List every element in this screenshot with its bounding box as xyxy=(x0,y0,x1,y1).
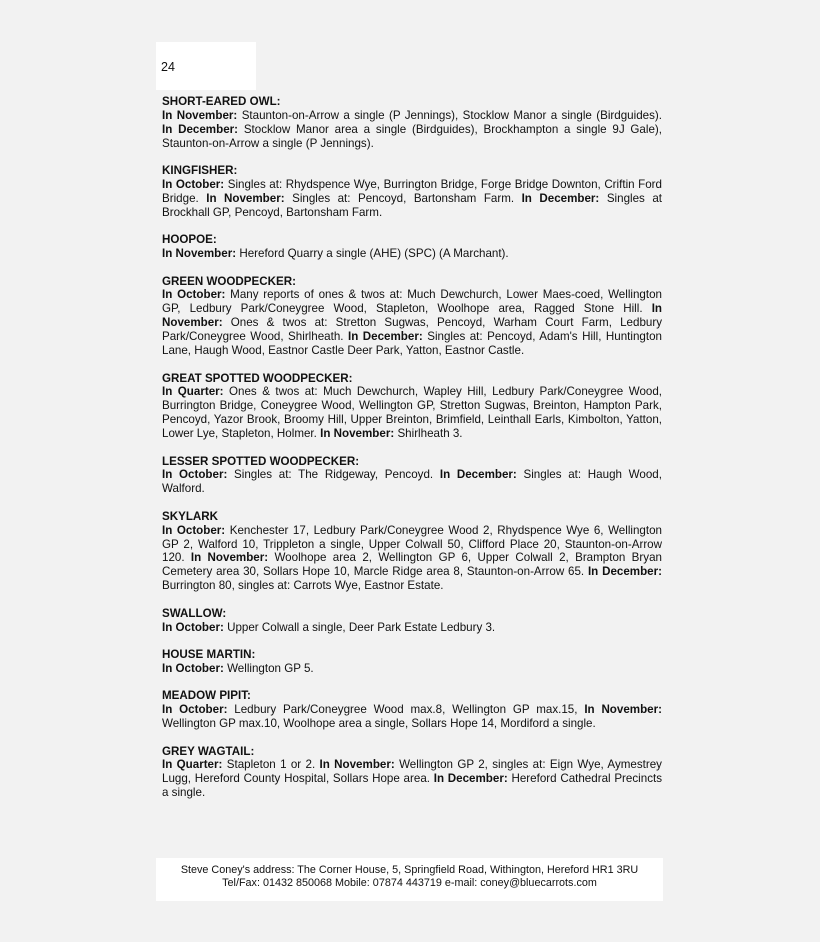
period-text: Singles at Brockhall GP, Pencoyd, Bartonsham Farm. xyxy=(162,191,662,219)
species-title: HOOPOE: xyxy=(162,233,217,247)
period-text: Wellington GP max.10, Woolhope area a single, Sollars Hope 14, Mordiford a single. xyxy=(162,717,596,731)
species-entry xyxy=(162,95,662,151)
period-label: In November: xyxy=(190,551,269,565)
period-label: In November: xyxy=(320,427,395,441)
period-label: In December: xyxy=(433,772,508,786)
species-body xyxy=(162,468,662,496)
period-label: In October: xyxy=(162,703,228,717)
period-text: Ones & twos at: Much Dewchurch, Wapley Hill, Ledbury Park/Coneygree Wood, Burrington Bridge, Coneygree Wood, Wellington GP, Stretton Sugwas, Breinton, Hampton Park, Pencoyd, Yazor Brook, Broomy Hill, Upper Breinton, Brimfield, Leinthall Earls, Kimbolton, Yatton, Lower Lye, Stapleton, Holmer. xyxy=(162,385,663,441)
period-label: In October: xyxy=(162,468,228,482)
species-entry xyxy=(162,510,662,593)
period-label: In November: xyxy=(162,302,662,330)
species-entry xyxy=(162,275,662,358)
species-title: GREEN WOODPECKER: xyxy=(162,274,296,288)
period-label: In November: xyxy=(319,758,395,772)
period-text: Stocklow Manor area a single (Birdguides), Brockhampton a single 9J Gale), Staunton-on-Arrow a single (P Jennings). xyxy=(162,122,662,150)
period-text: Wellington GP 2, singles at: Eign Wye, Aymestrey Lugg, Hereford County Hospital, Sollars Hope area. xyxy=(162,758,662,786)
species-entry xyxy=(162,233,662,261)
period-text: Kenchester 17, Ledbury Park/Coneygree Wood 2, Rhydspence Wye 6, Wellington GP 2, Walford 10, Trippleton a single, Upper Colwall 50, Clifford Place 20, Staunton-on-Arrow 120. xyxy=(162,523,662,565)
species-entry xyxy=(162,372,662,442)
species-title: GREAT SPOTTED WOODPECKER: xyxy=(162,371,353,385)
period-label: In Quarter: xyxy=(162,385,224,399)
period-text: Staunton-on-Arrow a single (P Jennings), Stocklow Manor a single (Birdguides). xyxy=(241,108,662,122)
species-body xyxy=(162,662,662,676)
species-body xyxy=(162,758,662,800)
period-label: In December: xyxy=(162,122,239,136)
species-title: MEADOW PIPIT: xyxy=(162,689,251,703)
period-label: In October: xyxy=(162,178,225,192)
species-body xyxy=(162,524,662,594)
period-text: Singles at: The Ridgeway, Pencoyd. xyxy=(234,468,440,482)
species-title: SKYLARK xyxy=(162,509,219,523)
species-body xyxy=(162,621,662,635)
period-label: In November: xyxy=(206,191,285,205)
footer-address: Steve Coney's address: The Corner House, 5, Springfield Road, Withington, Hereford HR1 3RU xyxy=(180,864,639,876)
period-label: In November: xyxy=(584,703,663,717)
page-number-box xyxy=(156,42,256,90)
species-title: SHORT-EARED OWL: xyxy=(162,95,281,108)
footer xyxy=(156,858,663,901)
species-title: KINGFISHER: xyxy=(162,164,238,178)
period-label: In October: xyxy=(162,661,224,675)
species-body xyxy=(162,288,662,358)
period-text: Burrington 80, singles at: Carrots Wye, Eastnor Estate. xyxy=(162,579,444,593)
footer-contact: Tel/Fax: 01432 850068 Mobile: 07874 443719 e-mail: coney@bluecarrots.com xyxy=(222,877,597,889)
species-body xyxy=(162,109,662,151)
period-label: In Quarter: xyxy=(162,758,223,772)
document-body xyxy=(162,95,662,814)
species-entry xyxy=(162,455,662,497)
period-label: In November: xyxy=(162,108,238,122)
species-entry xyxy=(162,648,662,676)
period-label: In December: xyxy=(347,330,423,344)
species-title: SWALLOW: xyxy=(162,606,227,620)
period-text: Woolhope area 2, Wellington GP 6, Upper Colwall 2, Brampton Bryan Cemetery area 30, Sollars Hope 10, Marcle Ridge area 8, Staunton-on-Arrow 65. xyxy=(162,551,662,579)
period-text: Ones & twos at: Stretton Sugwas, Pencoyd, Warham Court Farm, Ledbury Park/Coneygree Wood, Shirlheath. xyxy=(162,316,662,344)
period-label: In October: xyxy=(162,523,226,537)
species-entry xyxy=(162,689,662,731)
period-label: In December: xyxy=(521,191,600,205)
period-text: Singles at: Haugh Wood, Walford. xyxy=(162,468,662,496)
period-text: Ledbury Park/Coneygree Wood max.8, Wellington GP max.15, xyxy=(234,703,585,717)
period-label: In October: xyxy=(162,620,224,634)
period-text: Hereford Cathedral Precincts a single. xyxy=(162,772,663,800)
period-text: Singles at: Pencoyd, Bartonsham Farm. xyxy=(292,191,522,205)
species-entry xyxy=(162,164,662,220)
species-body xyxy=(162,385,662,441)
period-text: Stapleton 1 or 2. xyxy=(226,758,320,772)
species-body xyxy=(162,247,662,261)
species-entry xyxy=(162,745,662,801)
species-title: GREY WAGTAIL: xyxy=(162,744,255,758)
period-text: Singles at: Rhydspence Wye, Burrington Bridge, Forge Bridge Downton, Criftin Ford Bridge. xyxy=(162,178,662,205)
period-label: In November: xyxy=(162,247,237,261)
period-label: In December: xyxy=(439,468,517,482)
period-label: In December: xyxy=(587,565,662,579)
period-text: Singles at: Pencoyd, Adam's Hill, Huntington Lane, Haugh Wood, Eastnor Castle Deer Park, Yatton, Eastnor Castle. xyxy=(162,330,662,358)
period-text: Hereford Quarry a single (AHE) (SPC) (A Marchant). xyxy=(239,247,509,261)
period-text: Many reports of ones & twos at: Much Dewchurch, Lower Maes-coed, Wellington GP, Ledbury Park/Coneygree Wood, Stapleton, Woolhope area, Ragged Stone Hill. xyxy=(162,288,662,316)
species-body xyxy=(162,703,662,731)
species-body xyxy=(162,178,662,220)
species-title: LESSER SPOTTED WOODPECKER: xyxy=(162,454,360,468)
period-text: Wellington GP 5. xyxy=(227,661,314,675)
page-number: 24 xyxy=(161,60,175,74)
period-text: Upper Colwall a single, Deer Park Estate Ledbury 3. xyxy=(227,620,496,634)
period-text: Shirlheath 3. xyxy=(397,427,463,441)
period-label: In October: xyxy=(162,288,226,302)
species-title: HOUSE MARTIN: xyxy=(162,648,256,661)
species-entry xyxy=(162,607,662,635)
